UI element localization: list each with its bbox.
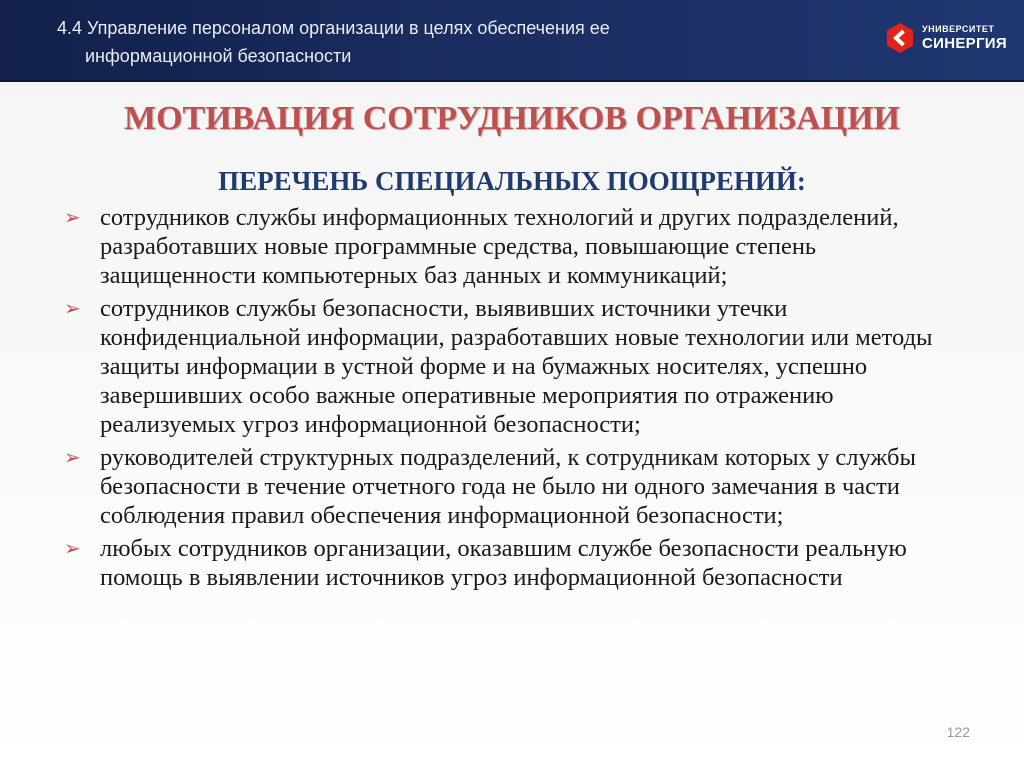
list-item-text: сотрудников службы информационных технологий и других подразделений, разработавших новые программные средства, повышающие степень защищенности компьютерных баз данных и коммуникаций; <box>100 204 899 289</box>
list-item <box>62 443 972 530</box>
list-item-text: руководителей структурных подразделений, к сотрудникам которых у службы безопасности в течение отчетного года не было ни одного замечания в части соблюдения правил обеспечения информационной безопасности; <box>100 444 916 529</box>
rewards-list <box>62 203 972 596</box>
list-item <box>62 534 972 592</box>
section-title-line1: 4.4 Управление персоналом организации в целях обеспечения ее <box>57 18 610 38</box>
section-title-line2: информационной безопасности <box>85 46 352 66</box>
arrow-bullet-icon: ➢ <box>64 536 81 560</box>
page-title: МОТИВАЦИЯ СОТРУДНИКОВ ОРГАНИЗАЦИИ <box>124 100 900 137</box>
list-item <box>62 294 972 439</box>
logo-text-small: УНИВЕРСИТЕТ <box>922 24 995 34</box>
page-number: 122 <box>946 724 970 740</box>
section-title <box>57 14 817 70</box>
arrow-bullet-icon: ➢ <box>64 445 81 469</box>
list-item-text: сотрудников службы безопасности, выявивших источники утечки конфиденциальной информации, разработавших новые технологии или методы защиты информации в устной форме и на бумажных носителях, успешно завершивших особо важные оперативные мероприятия по отражению реализуемых угроз информационной безопасности; <box>100 295 933 438</box>
synergy-logo-icon <box>884 22 916 54</box>
arrow-bullet-icon: ➢ <box>64 205 81 229</box>
logo-text-big: СИНЕРГИЯ <box>922 35 1007 52</box>
university-logo <box>884 22 1007 58</box>
arrow-bullet-icon: ➢ <box>64 296 81 320</box>
list-item <box>62 203 972 290</box>
list-item-text: любых сотрудников организации, оказавшим службе безопасности реальную помощь в выявлении источников угроз информационной безопасности <box>100 535 907 591</box>
page-subtitle: ПЕРЕЧЕНЬ СПЕЦИАЛЬНЫХ ПООЩРЕНИЙ: <box>218 166 806 196</box>
header-bar <box>0 0 1024 82</box>
